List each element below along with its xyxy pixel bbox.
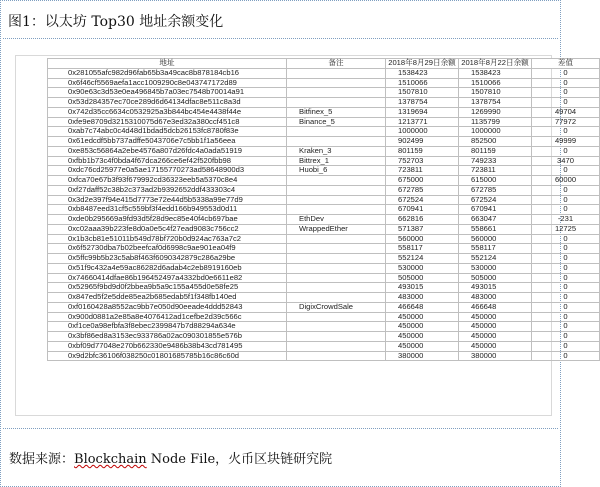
cell-difference: 0 [532,166,600,176]
cell-address: 0xf0160428a8552ac9bb7e050d90eeade4ddd52843 [48,302,287,312]
cell-address: 0x6f52730dba7b02beefcaf0d6998c9ae901ea04f9 [48,244,287,254]
cell-difference: 0 [532,185,600,195]
cell-difference: 0 [532,78,600,88]
cell-balance-0829: 902499 [386,137,459,147]
cell-note [287,293,386,303]
cell-note [287,234,386,244]
cell-note: DigixCrowdSale [287,302,386,312]
cell-address: 0x61edcdf5bb737adffe5043706e7c5bb1f1a56eea [48,137,287,147]
cell-balance-0829: 552124 [386,254,459,264]
table-header [48,59,600,69]
cell-address: 0x5ffc99b5b23c5ab8f463f6090342879c286a29be [48,254,287,264]
cell-balance-0822: 663047 [459,215,532,225]
cell-balance-0829: 450000 [386,322,459,332]
table-row [48,351,600,361]
cell-note [287,185,386,195]
cell-note [287,254,386,264]
cell-balance-0829: 483000 [386,293,459,303]
cell-note: WrappedEther [287,224,386,234]
cell-balance-0829: 505000 [386,273,459,283]
cell-address: 0x53d284357ec70ce289d6d64134dfac8e511c8a3d [48,98,287,108]
cell-difference: 0 [532,302,600,312]
cell-balance-0822: 558661 [459,224,532,234]
figure-title: 图1：以太坊 Top30 地址余额变化 [8,14,224,30]
header-balance-0822: 2018年8月22日余额 [459,59,532,69]
cell-balance-0829: 801159 [386,146,459,156]
cell-difference: 60000 [532,176,600,186]
cell-note [287,78,386,88]
cell-address: 0x3bf86ed8a3153ec933786a02ac090301855e576b [48,332,287,342]
source-divider [3,428,558,429]
table-row [48,68,600,78]
cell-balance-0822: 552124 [459,254,532,264]
cell-balance-0822: 1378754 [459,98,532,108]
cell-balance-0829: 1213771 [386,117,459,127]
cell-balance-0829: 466648 [386,302,459,312]
table-row [48,98,600,108]
table-row [48,263,600,273]
cell-note [287,176,386,186]
table-body [48,68,600,361]
source-prefix: 数据来源： [9,452,75,467]
cell-balance-0829: 1510066 [386,78,459,88]
cell-address: 0xe853c56864a2ebe4576a807d26fdc4a0ada51919 [48,146,287,156]
cell-balance-0829: 675000 [386,176,459,186]
cell-address: 0xde0b295669a9fd93d5f28d9ec85e40f4cb697bae [48,215,287,225]
cell-difference: 0 [532,322,600,332]
table-row [48,302,600,312]
balance-table [47,58,600,361]
cell-balance-0829: 1507810 [386,88,459,98]
cell-note: Kraken_3 [287,146,386,156]
cell-address: 0x847ed5f2e5dde85ea2b685edab5f1f348fb140ed [48,293,287,303]
cell-balance-0822: 560000 [459,234,532,244]
table-row [48,341,600,351]
source-suffix: Node File，火币区块链研究院 [146,452,333,467]
cell-balance-0822: 1269990 [459,107,532,117]
table-row [48,254,600,264]
cell-balance-0822: 505000 [459,273,532,283]
cell-difference: 0 [532,332,600,342]
cell-note [287,68,386,78]
cell-note [287,312,386,322]
cell-note [287,351,386,361]
cell-address: 0x51f9c432a4e59ac86282d6adab4c2eb8919160eb [48,263,287,273]
cell-note: Bittrex_1 [287,156,386,166]
cell-note [287,263,386,273]
cell-note: Huobi_6 [287,166,386,176]
cell-difference: 0 [532,127,600,137]
table-row [48,146,600,156]
cell-difference: 49704 [532,107,600,117]
cell-address: 0xc02aaa39b223fe8d0a0e5c4f27ead9083c756cc2 [48,224,287,234]
cell-balance-0822: 1000000 [459,127,532,137]
cell-balance-0822: 1135799 [459,117,532,127]
cell-address: 0x74660414dfae86b196452497a4332bd0e6611e82 [48,273,287,283]
cell-balance-0822: 615000 [459,176,532,186]
cell-address: 0xfbb1b73c4f0bda4f67dca266ce6ef42f520fbb98 [48,156,287,166]
cell-note [287,273,386,283]
cell-balance-0829: 493015 [386,283,459,293]
header-difference: 差值 [532,59,600,69]
cell-address: 0x3d2e397f94e415d7773e72e44d5b5338a99e77d9 [48,195,287,205]
cell-difference: 0 [532,244,600,254]
cell-balance-0822: 450000 [459,322,532,332]
cell-difference: 12725 [532,224,600,234]
cell-balance-0822: 1538423 [459,68,532,78]
table-row [48,215,600,225]
table-row [48,332,600,342]
cell-address: 0xfca70e67b3f93f679992cd36323eeb5a5370c8e4 [48,176,287,186]
cell-difference: 0 [532,351,600,361]
cell-balance-0822: 1507810 [459,88,532,98]
header-balance-0829: 2018年8月29日余额 [386,59,459,69]
cell-difference: 49999 [532,137,600,147]
cell-balance-0822: 749233 [459,156,532,166]
cell-balance-0829: 560000 [386,234,459,244]
table-row [48,224,600,234]
header-row [48,59,600,69]
cell-balance-0822: 450000 [459,341,532,351]
cell-balance-0822: 380000 [459,351,532,361]
cell-difference: 77972 [532,117,600,127]
cell-note [287,244,386,254]
table-row [48,185,600,195]
table-row [48,176,600,186]
cell-address: 0x900d0881a2e85a8e4076412ad1cefbe2d39c566c [48,312,287,322]
cell-balance-0829: 571387 [386,224,459,234]
cell-balance-0829: 672524 [386,195,459,205]
cell-balance-0829: 662816 [386,215,459,225]
cell-balance-0829: 1378754 [386,98,459,108]
cell-balance-0822: 466648 [459,302,532,312]
cell-balance-0829: 672785 [386,185,459,195]
table-row [48,107,600,117]
cell-difference: 0 [532,254,600,264]
cell-address: 0xf1ce0a98efbfa3f8ebec2399847b7d88294a634e [48,322,287,332]
cell-difference: 0 [532,146,600,156]
source-note [9,448,332,467]
cell-address: 0xab7c74abc0c4d48d1bdad5dcb26153fc8780f83e [48,127,287,137]
cell-balance-0822: 723811 [459,166,532,176]
table-row [48,137,600,147]
cell-balance-0829: 1319694 [386,107,459,117]
cell-address: 0x6f46cf5569aefa1acc1009290c8e043747172d89 [48,78,287,88]
cell-note [287,332,386,342]
cell-balance-0829: 723811 [386,166,459,176]
cell-balance-0822: 672524 [459,195,532,205]
cell-balance-0829: 558117 [386,244,459,254]
cell-difference: 0 [532,273,600,283]
cell-difference: 0 [532,68,600,78]
cell-balance-0829: 380000 [386,351,459,361]
cell-balance-0822: 672785 [459,185,532,195]
cell-difference: 0 [532,195,600,205]
cell-balance-0822: 483000 [459,293,532,303]
cell-note [287,137,386,147]
cell-note: Bitfinex_5 [287,107,386,117]
cell-address: 0xf27daff52c38b2c373ad2b9392652ddf433303c4 [48,185,287,195]
cell-address: 0xfe9e8709d3215310075d67e3ed32a380ccf451c8 [48,117,287,127]
cell-balance-0829: 530000 [386,263,459,273]
cell-difference: 0 [532,312,600,322]
table-row [48,293,600,303]
cell-balance-0822: 670941 [459,205,532,215]
header-address: 地址 [48,59,287,69]
cell-balance-0822: 852500 [459,137,532,147]
cell-difference: 0 [532,88,600,98]
cell-balance-0829: 1538423 [386,68,459,78]
cell-note [287,98,386,108]
cell-balance-0829: 670941 [386,205,459,215]
cell-difference: 0 [532,283,600,293]
cell-address: 0xdc76cd25977e0a5ae17155770273ad58648900d3 [48,166,287,176]
title-divider [3,38,558,39]
source-link: Blockchain [74,452,147,467]
cell-balance-0822: 450000 [459,312,532,322]
cell-note: EthDev [287,215,386,225]
cell-balance-0822: 1510066 [459,78,532,88]
cell-address: 0x1b3cb81e51011b549d78bf720b0d924ac763a7c2 [48,234,287,244]
cell-address: 0xbf09d77048e270b662330e9486b38b43cd781495 [48,341,287,351]
cell-note [287,127,386,137]
cell-balance-0822: 530000 [459,263,532,273]
cell-note [287,283,386,293]
cell-address: 0x52965f9bd9d0f2bbea9b5a9c155a455d0e58fe25 [48,283,287,293]
cell-address: 0x281055afc982d96fab65b3a49cac8b878184cb16 [48,68,287,78]
cell-address: 0x90e63c3d53e0ea496845b7a03ec7548b70014a91 [48,88,287,98]
cell-difference: 0 [532,341,600,351]
cell-balance-0829: 450000 [386,332,459,342]
cell-difference: 0 [532,263,600,273]
cell-note [287,195,386,205]
cell-note [287,341,386,351]
header-note: 备注 [287,59,386,69]
cell-address: 0xb8487eed31cf5c559bf3f4edd166b949553d0d11 [48,205,287,215]
cell-difference: 0 [532,98,600,108]
cell-balance-0822: 801159 [459,146,532,156]
cell-balance-0822: 450000 [459,332,532,342]
cell-balance-0829: 450000 [386,312,459,322]
cell-difference: 0 [532,293,600,303]
cell-difference: 3470 [532,156,600,166]
cell-note [287,322,386,332]
cell-balance-0829: 450000 [386,341,459,351]
cell-difference: 0 [532,234,600,244]
cell-balance-0829: 752703 [386,156,459,166]
cell-note: Binance_5 [287,117,386,127]
cell-balance-0822: 558117 [459,244,532,254]
cell-note [287,88,386,98]
cell-difference: 0 [532,205,600,215]
cell-balance-0822: 493015 [459,283,532,293]
cell-difference: -231 [532,215,600,225]
cell-balance-0829: 1000000 [386,127,459,137]
cell-address: 0x742d35cc6634c0532925a3b844bc454e4438f44e [48,107,287,117]
cell-address: 0x9d2bfc36106f038250c01801685785b16c86c60d [48,351,287,361]
